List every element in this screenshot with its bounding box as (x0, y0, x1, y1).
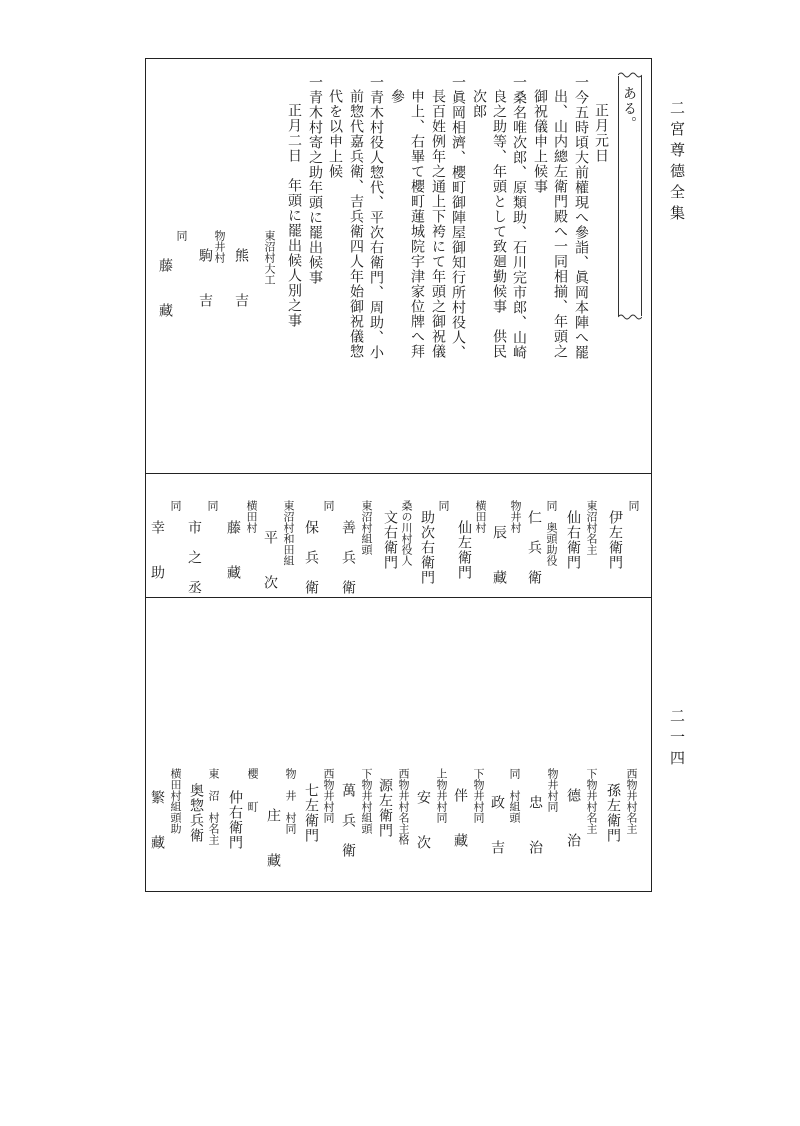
person-role: 下物井村名主 (585, 768, 598, 834)
person-name: 市 之 丞 (186, 520, 202, 595)
person-role: 西物井村同 (322, 768, 335, 823)
person-name: 繁 藏 (149, 790, 165, 850)
person-name: 平 次 (262, 530, 278, 590)
person-name: 保 兵 衛 (303, 520, 319, 595)
editorial-note: ある。 (621, 86, 637, 131)
person-role: 東 沼 村名主 (207, 768, 220, 845)
book-title: 二宮尊德全集 (668, 100, 686, 226)
person-role: 上物井村同 (435, 768, 448, 823)
person-role: 同 (437, 500, 450, 511)
person-name: 庄 藏 (265, 808, 281, 868)
entry-line: 御祝儀申上候事 (532, 89, 548, 194)
date-heading: 正月二日 年頭に罷出候人別之事 (286, 103, 302, 328)
person-name: 德 治 (565, 788, 581, 848)
person-role: 同 (627, 500, 640, 511)
date-heading: 正月元日 (593, 103, 609, 163)
person-role: 横田村組頭助 (169, 768, 182, 834)
entry-line: 長百姓例年之通上下袴にて年頭之御祝儀 (430, 89, 446, 359)
person-name: 源左衛門 (377, 778, 393, 838)
section-divider-1 (145, 473, 652, 474)
person-role: 物井村 (509, 500, 522, 533)
person-role: 物 井 村同 (284, 768, 297, 834)
entry-line: 出、山内總左衛門殿へ一同相揃、年頭之 (552, 89, 568, 359)
person-name: 幸 助 (149, 520, 165, 580)
person-role: 同 村組頭 (508, 768, 521, 823)
person-name: 文右衛門 (382, 510, 398, 570)
entry-line: 代を以申上候 (327, 89, 343, 179)
entry-line: 一青木村役人惣代、平次右衛門、周助、小 (368, 75, 384, 360)
person-name: 孫左衛門 (605, 783, 621, 843)
note-wavy-bottom (618, 313, 642, 321)
entry-line: 次郎 (471, 89, 487, 119)
person-name: 仲右衛門 (227, 790, 243, 850)
person-role: 東沼村組頭 (360, 500, 373, 555)
person-name: 伊左衛門 (607, 510, 623, 570)
person-name: 駒 吉 (197, 248, 213, 308)
person-name: 奥惣兵衛 (188, 783, 204, 843)
entry-line: 前惣代嘉兵衛、吉兵衛四人年始御祝儀惣 (348, 89, 364, 359)
person-name: 辰 藏 (491, 525, 507, 585)
person-role: 東沼村名主 (585, 500, 598, 555)
person-name: 熊 吉 (233, 248, 249, 308)
entry-line: 良之助等、年頭として致廻勤候事 供民 (491, 89, 507, 359)
person-role: 東沼村和田組 (282, 500, 295, 566)
person-name: 忠 治 (527, 795, 543, 855)
person-role: 同 奥頭助役 (545, 500, 558, 566)
entry-line: 參 (389, 89, 405, 104)
person-role: 横田村 (474, 500, 487, 533)
entry-line: 一眞岡相濟、櫻町御陣屋御知行所村役人、 (450, 75, 466, 360)
person-role: 下物井村同 (472, 768, 485, 823)
person-role: 西物井村名主 (625, 768, 638, 834)
person-name: 安 次 (415, 790, 431, 850)
section-divider-2 (145, 597, 652, 598)
person-name: 善 兵 衛 (340, 520, 356, 595)
person-role: 同 (169, 500, 182, 511)
person-role: 同 (322, 500, 335, 511)
person-role: 物井村 (213, 230, 226, 263)
person-name: 仁 兵 衛 (526, 510, 542, 585)
person-role: 物井村同 (546, 768, 559, 812)
person-name: 藤 藏 (225, 520, 241, 580)
person-role: 同 (206, 500, 219, 511)
entry-line: 一青木村寄之助年頭に罷出候事 (307, 75, 323, 285)
person-role: 櫻 町 (246, 768, 259, 812)
person-name: 七左衛門 (303, 783, 319, 843)
page-number: 二一四 (668, 708, 686, 771)
person-name: 仙右衛門 (565, 510, 581, 570)
person-name: 萬 兵 衛 (340, 783, 356, 858)
entry-line: 一今五時頃大前權現へ參詣、眞岡本陣へ罷 (573, 75, 589, 360)
person-name: 仙左衛門 (456, 520, 472, 580)
person-name: 伴 藏 (452, 788, 468, 848)
person-name: 政 吉 (489, 795, 505, 855)
note-wavy-top (618, 71, 642, 79)
person-role: 横田村 (245, 500, 258, 533)
person-name: 藤 藏 (157, 258, 173, 318)
entry-line: 一桑名唯次郎、原類助、石川完市郎、山崎 (511, 75, 527, 360)
entry-line: 申上、右畢て櫻町蓮城院宇津家位牌へ拜 (409, 89, 425, 359)
person-role: 西物井村名主格 (397, 768, 410, 845)
person-role: 桑の川村役人 (400, 500, 413, 566)
person-role: 下物井村組頭 (360, 768, 373, 834)
person-role: 同 (175, 230, 188, 241)
person-name: 助次右衛門 (419, 510, 435, 585)
person-role: 東沼村大工 (263, 230, 276, 285)
